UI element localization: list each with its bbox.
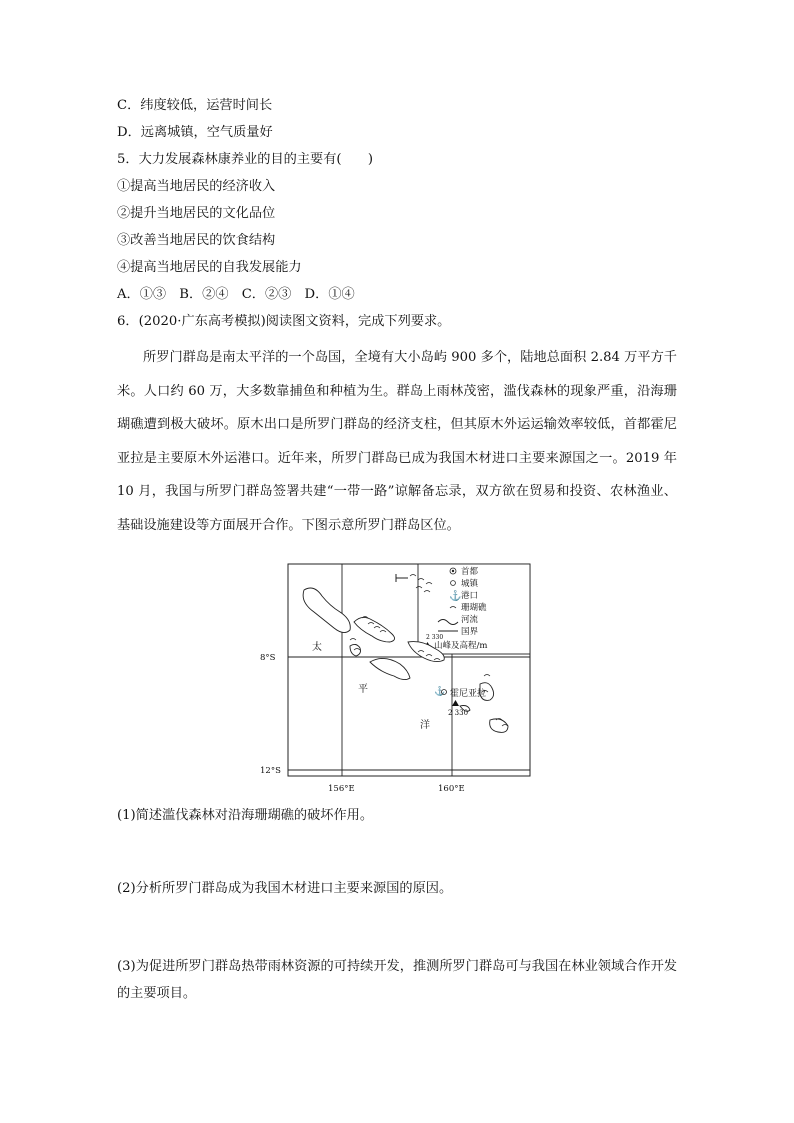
peak-marker xyxy=(452,700,459,706)
island-guadalcanal xyxy=(370,658,410,679)
option-d: D．远离城镇，空气质量好 xyxy=(117,125,273,140)
option-c: C．纬度较低，运营时间长 xyxy=(117,98,273,113)
q5-stem: 5．大力发展森林康养业的目的主要有( ) xyxy=(117,152,374,167)
island-santa-isabel xyxy=(354,617,395,642)
capital-icon-dot xyxy=(452,570,454,572)
island-small-se xyxy=(490,719,508,733)
legend-label-capital: 首都 xyxy=(461,567,479,577)
ocean-char-1: 太 xyxy=(312,642,322,653)
legend-label-peak: 山峰及高程/m xyxy=(434,641,488,651)
lat-label-8s: 8°S xyxy=(260,653,276,663)
q6-sub-2: (2)分析所罗门群岛成为我国木材进口主要来源国的原因。 xyxy=(117,881,453,896)
legend-label-border: 国界 xyxy=(461,627,479,637)
legend-port xyxy=(449,589,478,602)
port-icon: ⚓ xyxy=(449,591,462,602)
legend-label-port: 港口 xyxy=(461,591,479,601)
island-new-georgia xyxy=(350,644,361,656)
q6-passage-text: 所罗门群岛是南太平洋的一个岛国，全境有大小岛屿 900 多个，陆地总面积 2.84 万平方千米。人口约 60 万，大多数靠捕鱼和种植为生。群岛上雨林茂密，滥伐森林的现象严重，沿海珊瑚礁遭到极大破坏。原木出口是所罗门群岛的经济支柱，但其原木外运运输效率较低，首都霍尼亚拉是主要原木外运港口。近年来，所罗门群岛已成为我国木材进口主要来源国之一。2019 年 10 月，我国与所罗门群岛签署共建“一带一路”谅解备忘录，双方欲在贸易和投资、农林渔业、基础设施建设等方面展开合作。下图示意所罗门群岛区位。 xyxy=(117,350,677,533)
q5-item-2: ②提升当地居民的文化品位 xyxy=(117,206,276,221)
peak-elevation-label: 2 330 xyxy=(448,709,469,717)
q6-stem: 6．(2020·广东高考模拟)阅读图文资料，完成下列要求。 xyxy=(117,314,451,329)
q5-choices: A．①③ B．②④ C．②③ D．①④ xyxy=(117,287,355,302)
legend-label-river: 河流 xyxy=(461,615,479,625)
island-choiseul xyxy=(303,588,350,633)
legend-peak-value: 2 330 xyxy=(426,634,444,641)
lat-label-12s: 12°S xyxy=(260,766,281,776)
q6-sub-1: (1)简述滥伐森林对沿海珊瑚礁的破坏作用。 xyxy=(117,808,374,823)
legend-label-reef: 珊瑚礁 xyxy=(461,603,487,613)
port-marker-honiara: ⚓ xyxy=(434,687,446,697)
q6-passage xyxy=(117,341,677,543)
ocean-char-2: 平 xyxy=(358,684,368,695)
legend-label-town: 城镇 xyxy=(461,579,479,589)
capital-label: 霍尼亚拉 xyxy=(450,689,487,699)
solomon-islands-map xyxy=(258,560,538,800)
q5-item-3: ③改善当地居民的饮食结构 xyxy=(117,233,276,248)
ocean-char-3: 洋 xyxy=(420,720,430,731)
lon-label-160e: 160°E xyxy=(438,784,465,794)
q5-item-1: ①提高当地居民的经济收入 xyxy=(117,179,276,194)
q6-sub-3: (3)为促进所罗门群岛热带雨林资源的可持续开发，推测所罗门群岛可与我国在林业领域合作开发的主要项目。 xyxy=(117,959,677,1001)
lon-label-156e: 156°E xyxy=(328,784,355,794)
q5-item-4: ④提高当地居民的自我发展能力 xyxy=(117,260,302,275)
